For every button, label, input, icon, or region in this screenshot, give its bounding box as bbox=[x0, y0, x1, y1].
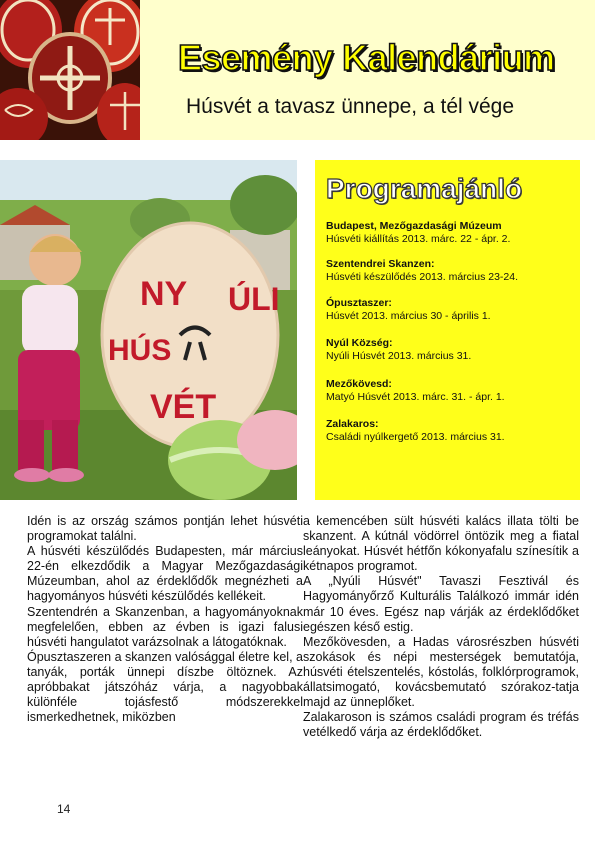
page-subtitle: Húsvét a tavasz ünnepe, a tél vége bbox=[186, 95, 515, 118]
program-box bbox=[315, 160, 580, 500]
body-paragraph: A húsvéti készülődés Budapesten, már március 22-én elkezdődik a Magyar Mezőgazdasági Múzeumban, ahol az érdeklődők megnézheti a hagyományos húsvéti készülődés kellékeit. bbox=[27, 544, 303, 604]
event-desc: Nyúli Húsvét 2013. március 31. bbox=[326, 350, 472, 362]
body-column-right bbox=[303, 514, 579, 740]
body-paragraph: A „Nyúli Húsvét" Tavaszi Fesztivál és Hagyományőrző Kulturális Találkozó immár idén már 10 éves. Egész nap várják az érdeklődőket egészen késő estig. bbox=[303, 574, 579, 634]
event-title: Zalakaros: bbox=[326, 418, 379, 430]
body-paragraph: Ópusztaszeren a skanzen valósággal életre kel, a tanyák, porták ünnepi díszbe öltöznek. Az apróbbakat játszóház várja, a nagyobbak különféle tojásfestő módszerekkel ismerkedhetnek, miközben bbox=[27, 649, 303, 725]
event-desc: Húsvéti készülődés 2013. március 23-24. bbox=[326, 271, 519, 283]
event-desc: Húsvéti kiállítás 2013. márc. 22 - ápr. 2. bbox=[326, 233, 511, 245]
event-desc: Matyó Húsvét 2013. márc. 31. - ápr. 1. bbox=[326, 391, 505, 403]
event-item bbox=[326, 418, 505, 444]
decorated-easter-eggs-icon bbox=[0, 0, 140, 140]
egg-word-vet: VÉT bbox=[150, 388, 217, 426]
egg-word-hus: HÚS bbox=[108, 334, 172, 367]
body-paragraph: a kemencében sült húsvéti kalács illata tölti be skanzent. A kútnál vödörrel öntözik meg a fiatal leányokat. Húsvét hétfőn kókonyafalu színesítik a kétnapos programot. bbox=[303, 514, 579, 574]
event-item bbox=[326, 378, 505, 404]
child-with-giant-easter-eggs-icon bbox=[0, 160, 297, 500]
egg-word-uli: ÚLI bbox=[228, 281, 280, 317]
body-paragraph: Mezőkövesden, a Hadas városrészben húsvéti szokások és népi mesterségek bemutatója, húsvéti ételszentelés, kóstolás, folklórprogramok, állatsimogató, kovácsbemutató szórakoz-tatja majd az ünneplőket. bbox=[303, 634, 579, 710]
body-paragraph: Idén is az ország számos pontján lehet húsvéti programokat találni. bbox=[27, 514, 303, 544]
egg-word-ny: NY bbox=[140, 275, 188, 313]
event-desc: Húsvét 2013. március 30 - április 1. bbox=[326, 310, 491, 322]
event-item bbox=[326, 258, 518, 284]
body-paragraph: Szentendrén a Skanzenban, a hagyományoknak megfelelően, ebben az évben is igazi falusi húsvéti hangulatot varázsolnak a látogatóknak. bbox=[27, 604, 303, 649]
body-paragraph: Zalakaroson is számos családi program és tréfás vetélkedő várja az érdeklődőket. bbox=[303, 710, 579, 740]
event-desc: Családi nyúlkergető 2013. március 31. bbox=[326, 431, 505, 443]
body-column-left bbox=[27, 514, 303, 725]
event-item bbox=[326, 220, 510, 246]
event-item bbox=[326, 297, 491, 323]
event-title: Mezőkövesd: bbox=[326, 378, 392, 390]
page-number: 14 bbox=[57, 802, 71, 816]
event-title: Szentendrei Skanzen: bbox=[326, 258, 435, 270]
page-title: Esemény Kalendárium bbox=[178, 37, 555, 78]
program-title: Programajánló bbox=[326, 173, 523, 204]
event-title: Ópusztaszer: bbox=[326, 297, 392, 309]
event-title: Budapest, Mezőgazdasági Múzeum bbox=[326, 220, 502, 232]
event-title: Nyúl Község: bbox=[326, 337, 393, 349]
event-item bbox=[326, 337, 471, 363]
